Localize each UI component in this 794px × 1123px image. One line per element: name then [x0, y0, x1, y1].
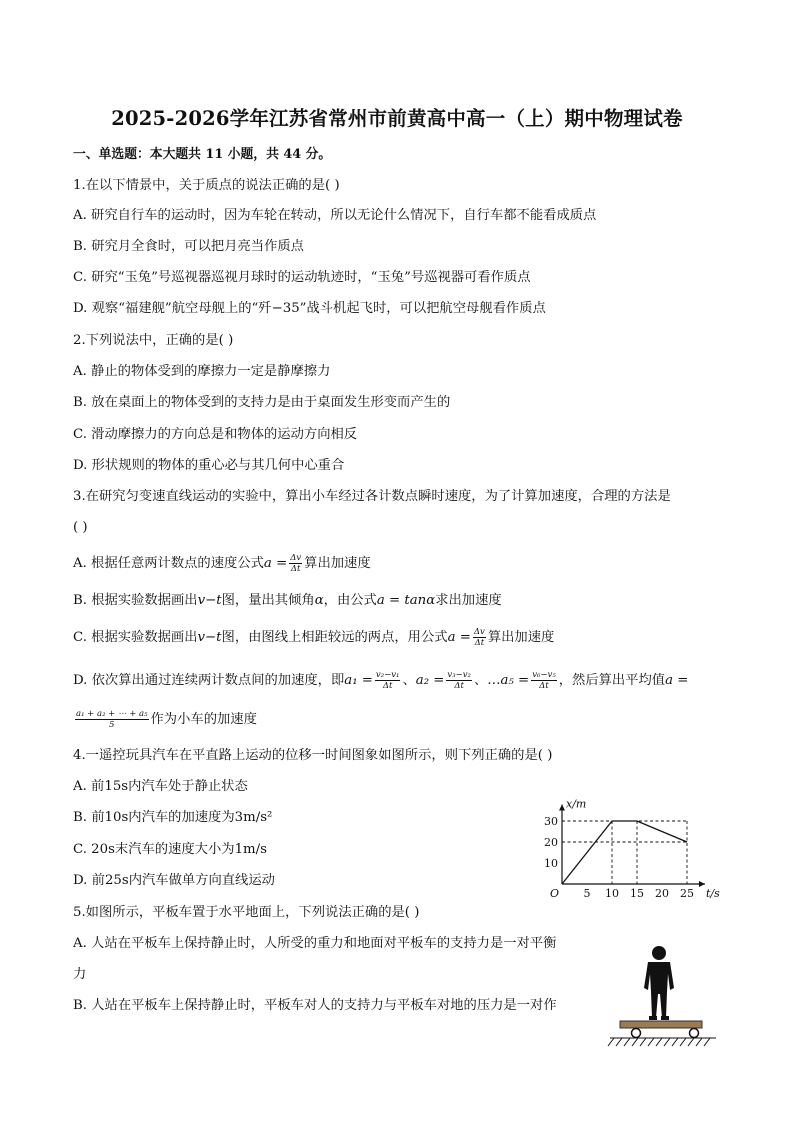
q4-option-b [73, 809, 272, 827]
q2-option-b: B. 放在桌面上的物体受到的支持力是由于桌面发生形变而产生的 [73, 395, 451, 410]
q1-option-a: A. 研究自行车的运动时，因为车轮在转动，所以无论什么情况下，自行车都不能看成质点 [73, 208, 597, 223]
q3-stem: 3.在研究匀变速直线运动的实验中，算出小车经过各计数点瞬时速度，为了计算加速度，合理的方法是 [73, 489, 671, 504]
q3-d-frac1 [375, 670, 401, 691]
q3-d-sep2: 、 [473, 673, 488, 688]
q4-stem: 4.一遥控玩具汽车在平直路上运动的位移一时间图象如图所示，则下列正确的是( ) [73, 748, 553, 763]
q3-a-fraction [289, 553, 302, 574]
y-axis-label: x/m [566, 797, 587, 811]
q3-b-text: B. 根据实验数据画出 [73, 593, 198, 608]
q4-a-value: 15s [104, 779, 129, 794]
q3-stem-paren: ( ) [73, 520, 88, 535]
q3-b-mid2: ，由公式 [323, 593, 377, 608]
ground-hatching [608, 1038, 716, 1046]
q4-c-mid: 末汽车的速度大小为 [114, 842, 235, 857]
q3-c-tail: 算出加速度 [487, 630, 555, 645]
q1-stem: 1.在以下情景中，关于质点的说法正确的是( ) [73, 178, 340, 193]
x-axis-arrow [699, 881, 705, 887]
q3-option-a [73, 553, 371, 574]
q4-option-c [73, 841, 267, 859]
q4-b-value: 10s [104, 810, 129, 825]
q3-b-tail: 求出加速度 [435, 593, 502, 608]
cart-board [620, 1021, 702, 1028]
x-tick-label-20: 20 [655, 887, 669, 900]
q3-d-den5: Δt [539, 681, 549, 691]
q3-a-num: Δv [290, 553, 302, 563]
q4-d-text: D. 前 [73, 873, 105, 888]
q3-d-num2: v₃−v₂ [447, 670, 471, 680]
q3-d-num5: v₆−v₅ [532, 670, 556, 680]
q3-b-formula: a = tanα [376, 593, 436, 608]
y-tick-label-20: 20 [544, 836, 558, 849]
q3-d-frac5 [531, 670, 557, 691]
cart-wheel-right [690, 1029, 699, 1038]
q3-d-den1: Δt [382, 681, 393, 691]
y-axis-arrow [559, 805, 565, 811]
q1-option-b: B. 研究月全食时，可以把月亮当作质点 [73, 239, 304, 254]
q4-d-value: 25s [104, 873, 129, 888]
graph-labels [544, 798, 720, 901]
x-axis-label: t/s [706, 887, 720, 900]
person-silhouette [644, 946, 674, 1020]
q3-option-d [73, 670, 688, 691]
q3-c-text: C. 根据实验数据画出 [73, 630, 198, 645]
q5-option-a-cont: 力 [73, 967, 87, 982]
q3-d-post: ，然后算出平均值 [558, 673, 666, 688]
exam-title: 2025-2026学年江苏省常州市前黄高中高一（上）期中物理试卷 [111, 107, 683, 130]
q4-b-accel: 3m/s² [234, 810, 273, 825]
q3-d-sep1: 、 [402, 673, 416, 688]
q2-option-a: A. 静止的物体受到的摩擦力一定是静摩擦力 [73, 364, 331, 379]
q3-d-avg-tail: 作为小车的加速度 [150, 712, 257, 727]
q3-a-den: Δt [290, 564, 301, 574]
q3-a-formula: a = [263, 556, 288, 571]
y-tick-label-30: 30 [544, 815, 558, 828]
q3-b-alpha: α [314, 593, 324, 608]
q4-option-d [73, 872, 275, 890]
q3-d-avg-den: 5 [109, 720, 115, 730]
xt-series-line [562, 821, 687, 884]
q1-option-c: C. 研究“玉兔”号巡视器巡视月球时的运动轨迹时，“玉兔”号巡视器可看作质点 [73, 270, 531, 285]
x-tick-label-5: 5 [583, 887, 591, 900]
q3-option-c [73, 627, 554, 648]
q3-d-avg-fraction [75, 709, 149, 730]
person-on-cart-figure [604, 940, 724, 1052]
q3-d-a1: a₁ = [344, 673, 373, 688]
q3-b-mid: 图，量出其倾角 [221, 593, 315, 608]
x-tick-label-15: 15 [630, 887, 644, 900]
q3-a-tail: 算出加速度 [304, 556, 371, 571]
q4-c-value: 20s [91, 842, 115, 857]
q2-stem: 2.下列说法中，正确的是( ) [73, 333, 234, 348]
q5-option-b: B. 人站在平板车上保持静止时，平板车对人的支持力与平板车对地的压力是一对作 [73, 998, 557, 1013]
q4-d-tail: 内汽车做单方向直线运动 [128, 873, 275, 888]
q4-option-a [73, 778, 248, 796]
xt-graph [540, 784, 720, 900]
x-tick-label-10: 10 [605, 887, 619, 900]
q3-d-text: D. 依次算出通过连续两计数点间的加速度，即 [73, 673, 345, 688]
q3-d-frac2 [446, 670, 472, 691]
q4-a-text: A. 前 [73, 779, 105, 794]
q3-d-a2: a₂ = [415, 673, 445, 688]
q2-option-c: C. 滑动摩擦力的方向总是和物体的运动方向相反 [73, 427, 358, 442]
cart-wheel-left [632, 1029, 641, 1038]
dashed-guides [562, 821, 687, 884]
q3-c-fraction [473, 627, 486, 648]
origin-label: O [549, 887, 559, 900]
q5-stem: 5.如图所示，平板车置于水平地面上，下列说法正确的是( ) [73, 905, 420, 920]
q4-c-text: C. [73, 842, 92, 857]
q5-option-a: A. 人站在平板车上保持静止时，人所受的重力和地面对平板车的支持力是一对平衡 [73, 936, 557, 951]
q2-option-d: D. 形状规则的物体的重心必与其几何中心重合 [73, 458, 345, 473]
q4-c-speed: 1m/s [234, 842, 267, 857]
q3-d-avg: a = [665, 673, 689, 688]
q1-option-d: D. 观察“福建舰”航空母舰上的“歼−35”战斗机起飞时，可以把航空母舰看作质点 [73, 301, 546, 316]
x-tick-label-25: 25 [680, 887, 694, 900]
q4-b-mid: 内汽车的加速度为 [128, 810, 235, 825]
q3-c-formula: a = [447, 630, 471, 645]
graph-axes [559, 805, 705, 888]
q3-d-avg-num: a₁ + a₂ + ⋯ + a₅ [76, 709, 148, 719]
graph-series [562, 821, 687, 884]
q3-d-den2: Δt [454, 681, 464, 691]
q3-c-mid: 图，由图线上相距较远的两点，用公式 [221, 630, 448, 645]
section-heading: 一、单选题：本大题共 11 小题，共 44 分。 [73, 147, 332, 162]
q3-option-b [73, 592, 502, 610]
q3-c-vt: v−t [197, 630, 222, 645]
y-tick-label-10: 10 [544, 857, 558, 870]
q4-a-tail: 内汽车处于静止状态 [128, 779, 248, 794]
q3-c-num: Δv [473, 627, 485, 637]
q3-d-num1: v₂−v₁ [375, 670, 400, 680]
q4-b-text: B. 前 [73, 810, 105, 825]
q3-b-vt: v−t [197, 593, 222, 608]
q3-d-a5: …a₅ = [487, 673, 530, 688]
q3-c-den: Δt [474, 638, 485, 648]
q3-option-d-cont [73, 709, 257, 730]
q3-a-text: A. 根据任意两计数点的速度公式 [73, 556, 264, 571]
